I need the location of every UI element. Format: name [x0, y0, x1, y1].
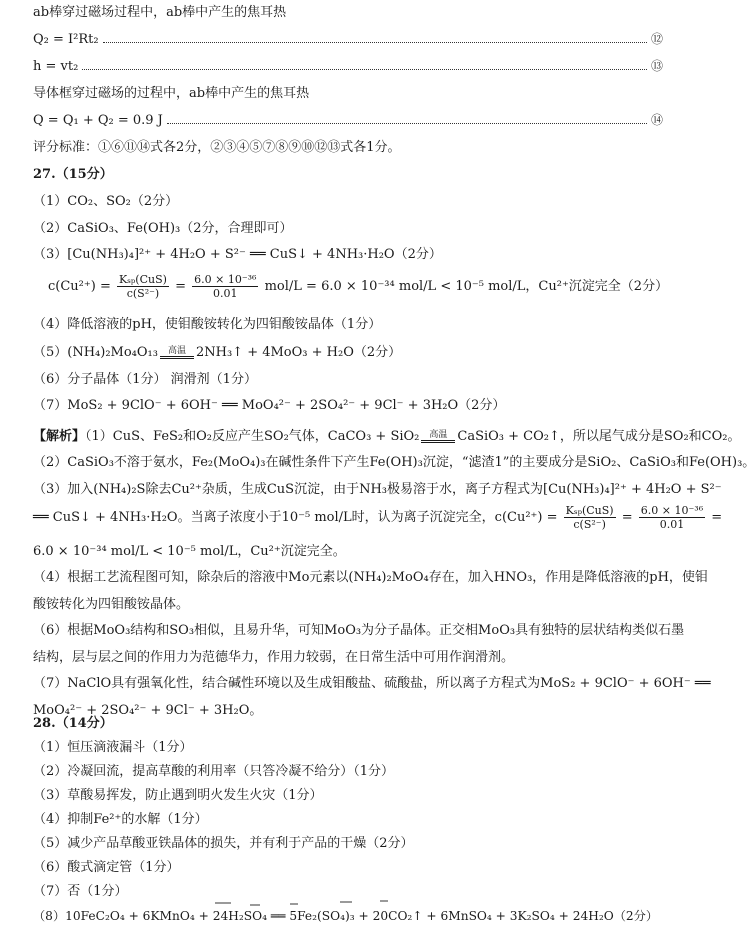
- scan-mark: [380, 900, 388, 902]
- answer-28-5: （5）减少产品草酸亚铁晶体的损失，并有利于产品的干燥（2分）: [33, 836, 414, 851]
- analysis-4a: （4）根据工艺流程图可知，除杂后的溶液中Mo元素以(NH₄)₂MoO₄存在，加入HNO₃，作用是降低溶液的pH，使钼: [33, 570, 708, 585]
- analysis-6a: （6）根据MoO₃结构和SO₃相似，且易升华，可知MoO₃为分子晶体。正交相MoO₃具有独特的层状结构类似石墨: [33, 623, 685, 638]
- analysis-text: ══ CuS↓ + 4NH₃·H₂O。当离子浓度小于10⁻⁵ mol/L时，认为离子沉淀完全，c(Cu²⁺) =: [33, 510, 558, 525]
- equation-number: ⑬: [650, 59, 663, 73]
- scan-mark: [340, 901, 352, 903]
- answer-27-4: （4）降低溶液的pH，使钼酸铵转化为四钼酸铵晶体（1分）: [33, 317, 382, 332]
- equals-sign: =: [621, 510, 633, 525]
- scan-mark: [290, 903, 298, 905]
- equation-text: h = vt₂: [33, 59, 79, 74]
- equation-text: Q₂ = I²Rt₂: [33, 32, 99, 47]
- scan-mark: [215, 902, 231, 904]
- numerator: 6.0 × 10⁻³⁶: [194, 273, 257, 286]
- answer-28-8: （8）10FeC₂O₄ + 6KMnO₄ + 24H₂SO₄ ══ 5Fe₂(SO₄)₃ + 20CO₂↑ + 6MnSO₄ + 3K₂SO₄ + 24H₂O（2分）: [33, 909, 659, 923]
- answer-27-3-calc: [48, 273, 668, 301]
- reaction-arrow: [421, 430, 455, 445]
- fraction: [117, 273, 169, 300]
- products: 2NH₃↑ + 4MoO₃ + H₂O（2分）: [195, 345, 402, 360]
- answer-27-3: （3）[Cu(NH₃)₄]²⁺ + 4H₂O + S²⁻ ══ CuS↓ + 4NH₃·H₂O（2分）: [33, 247, 442, 262]
- question-27-heading: 27.（15分）: [33, 167, 113, 182]
- grading-note: 评分标准：①⑥⑪⑭式各2分，②③④⑤⑦⑧⑨⑩⑫⑬式各1分。: [33, 140, 401, 155]
- leader-dots: [82, 68, 647, 70]
- reaction-condition: 高温: [429, 430, 448, 440]
- formula-lhs: c(Cu²⁺) =: [48, 279, 111, 294]
- leader-dots: [167, 122, 647, 124]
- equation-number: ⑫: [650, 32, 663, 46]
- analysis-7b: MoO₄²⁻ + 2SO₄²⁻ + 9Cl⁻ + 3H₂O。: [33, 703, 263, 718]
- analysis-2: （2）CaSiO₃不溶于氨水，Fe₂(MoO₄)₃在碱性条件下产生Fe(OH)₃沉淀，“滤渣1”的主要成分是SiO₂、CaSiO₃和Fe(OH)₃。: [33, 455, 755, 470]
- analysis-3a: （3）加入(NH₄)₂S除去Cu²⁺杂质，生成CuS沉淀，由于NH₃极易溶于水，离子方程式为[Cu(NH₃)₄]²⁺ + 4H₂O + S²⁻: [33, 482, 722, 497]
- answer-27-6: （6）分子晶体（1分） 润滑剂（1分）: [33, 372, 257, 387]
- question-28-heading: 28.（14分）: [33, 716, 113, 731]
- analysis-7a: （7）NaClO具有强氧化性，结合碱性环境以及生成钼酸盐、硫酸盐，所以离子方程式为MoS₂ + 9ClO⁻ + 6OH⁻ ══: [33, 676, 711, 691]
- denominator: c(S²⁻): [126, 287, 160, 300]
- analysis-text: CaSiO₃ + CO₂↑，所以尾气成分是SO₂和CO₂。: [457, 429, 741, 444]
- text-line: ab棒穿过磁场过程中，ab棒中产生的焦耳热: [33, 5, 287, 20]
- denominator: c(S²⁻): [573, 518, 606, 531]
- answer-27-7: （7）MoS₂ + 9ClO⁻ + 6OH⁻ ══ MoO₄²⁻ + 2SO₄²⁻ + 9Cl⁻ + 3H₂O（2分）: [33, 398, 506, 413]
- answer-28-7: （7）否（1分）: [33, 884, 128, 899]
- denominator: 0.01: [213, 287, 238, 300]
- answer-28-4: （4）抑制Fe²⁺的水解（1分）: [33, 812, 208, 827]
- denominator: 0.01: [659, 518, 685, 531]
- leader-dots: [103, 41, 647, 43]
- analysis-1: [33, 428, 740, 445]
- analysis-text: （1）CuS、FeS₂和O₂反应产生SO₂气体，CaCO₃ + SiO₂: [85, 429, 420, 444]
- reactant: （5）(NH₄)₂Mo₄O₁₃: [33, 345, 158, 360]
- fraction: [564, 504, 616, 531]
- double-line: [421, 440, 455, 445]
- answer-27-5: [33, 344, 401, 361]
- equation-12: [33, 31, 663, 48]
- answer-27-2: （2）CaSiO₃、Fe(OH)₃（2分，合理即可）: [33, 221, 293, 236]
- analysis-3b: [33, 504, 722, 532]
- reaction-arrow: [160, 346, 194, 361]
- reaction-condition: 高温: [167, 346, 186, 356]
- analysis-4b: 酸铵转化为四钼酸铵晶体。: [33, 597, 190, 612]
- double-line: [160, 356, 194, 361]
- equation-13: [33, 58, 663, 75]
- fraction: [192, 273, 258, 300]
- equals-sign: =: [175, 279, 186, 294]
- answer-28-1: （1）恒压滴液漏斗（1分）: [33, 740, 193, 755]
- answer-28-2: （2）冷凝回流，提高草酸的利用率（只答冷凝不给分）（1分）: [33, 764, 395, 779]
- equation-14: [33, 112, 663, 129]
- numerator: 6.0 × 10⁻³⁶: [640, 504, 704, 517]
- analysis-tag: 【解析】: [33, 429, 86, 444]
- numerator: Kₛₚ(CuS): [565, 504, 614, 517]
- fraction: [639, 504, 705, 531]
- analysis-3c: 6.0 × 10⁻³⁴ mol/L < 10⁻⁵ mol/L，Cu²⁺沉淀完全。: [33, 544, 346, 559]
- numerator: Kₛₚ(CuS): [118, 273, 167, 286]
- text-line: 导体框穿过磁场的过程中，ab棒中产生的焦耳热: [33, 86, 310, 101]
- equation-number: ⑭: [650, 113, 663, 127]
- equals-sign: =: [711, 510, 723, 525]
- analysis-6b: 结构，层与层之间的作用力为范德华力，作用力较弱，在日常生活中可用作润滑剂。: [33, 650, 515, 665]
- scan-mark: [250, 904, 260, 906]
- answer-28-6: （6）酸式滴定管（1分）: [33, 860, 180, 875]
- answer-27-1: （1）CO₂、SO₂（2分）: [33, 194, 179, 209]
- equation-text: Q = Q₁ + Q₂ = 0.9 J: [33, 113, 163, 128]
- answer-28-3: （3）草酸易挥发，防止遇到明火发生火灾（1分）: [33, 788, 323, 803]
- formula-rhs: mol/L = 6.0 × 10⁻³⁴ mol/L < 10⁻⁵ mol/L，Cu²⁺沉淀完全（2分）: [264, 279, 669, 294]
